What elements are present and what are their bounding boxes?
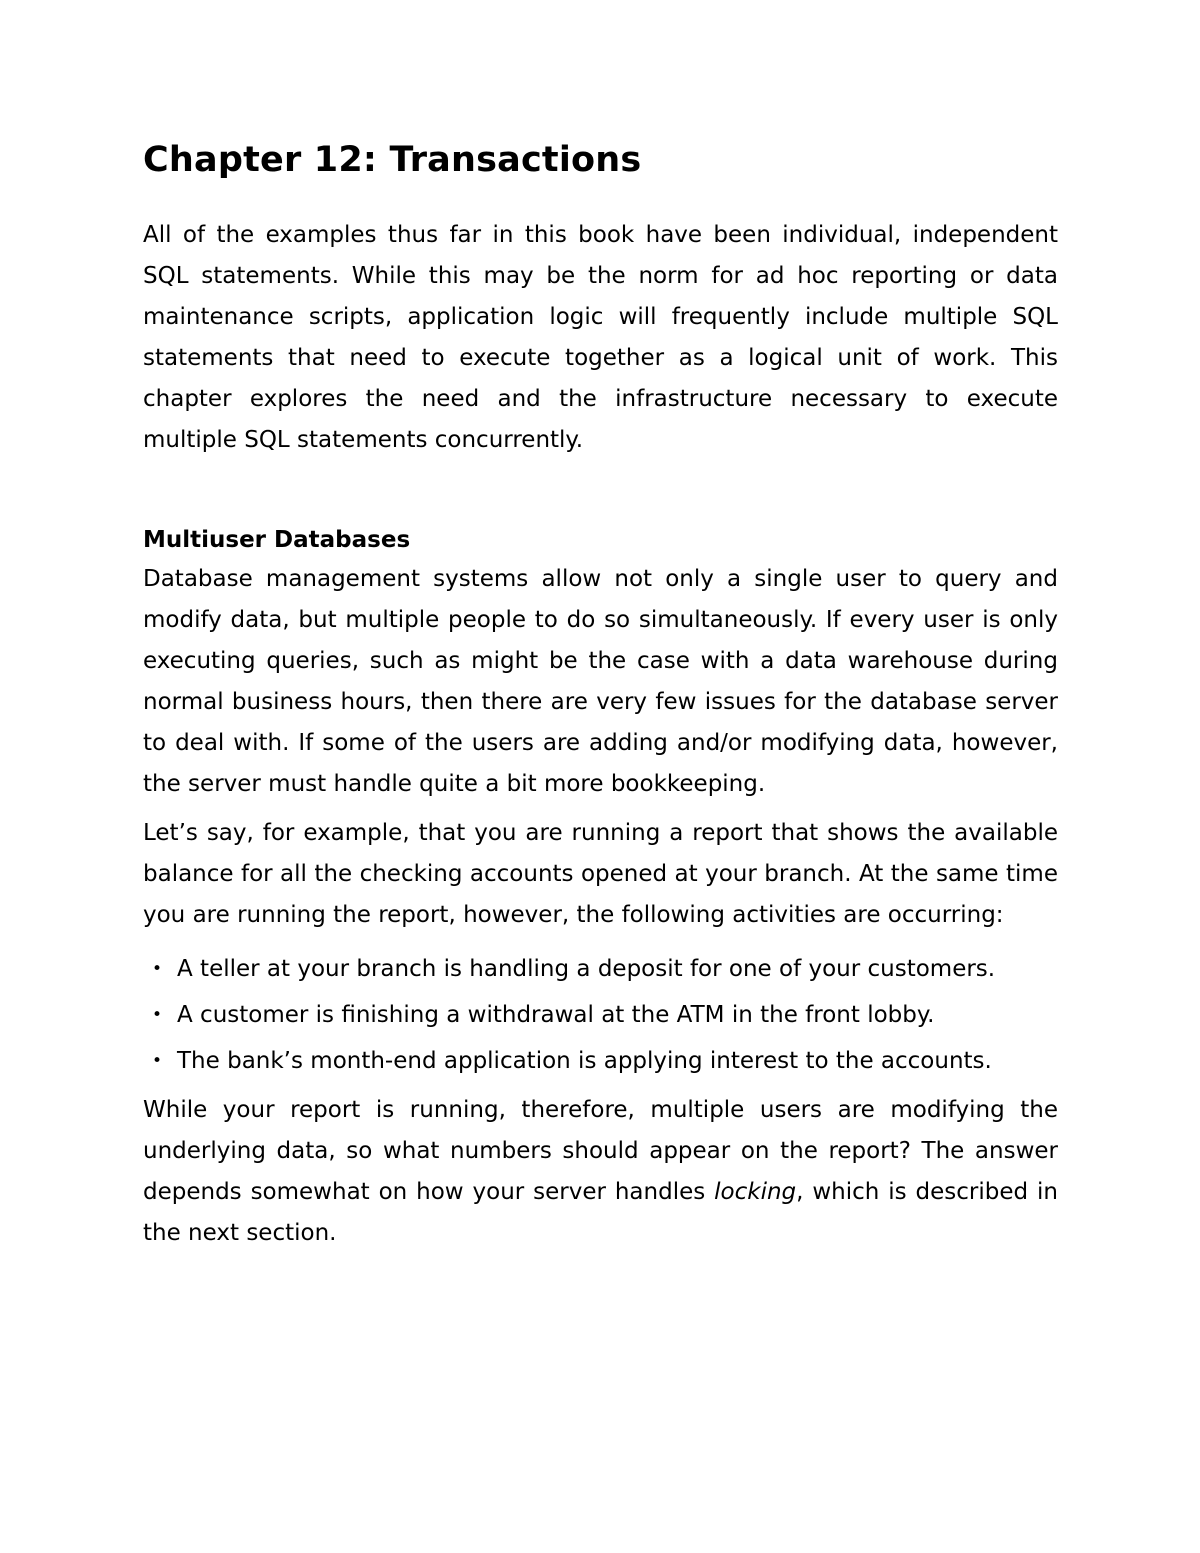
example-paragraph: Let’s say, for example, that you are running a report that shows the available balance for all the checking accounts opened at your branch. At the same time you are running the report, however, the following activities are occurring: bbox=[143, 820, 1058, 928]
locking-paragraph-start: While your report is running, therefore, multiple users are modifying the underlying data, so what numbers should appear on the report? The answer depends somewhat on how your server handles bbox=[143, 1097, 1058, 1205]
list-item: • A teller at your branch is handling a deposit for one of your customers. bbox=[143, 946, 1058, 992]
list-item: • A customer is finishing a withdrawal at the ATM in the front lobby. bbox=[143, 992, 1058, 1038]
multiuser-paragraph: Database management systems allow not only a single user to query and modify data, but multiple people to do so simultaneously. If every user is only executing queries, such as might be the case with a data warehouse during normal business hours, then there are very few issues for the database server to deal with. If some of the users are adding and/or modifying data, however, the server must handle quite a bit more bookkeeping. bbox=[143, 566, 1058, 797]
locking-term: locking bbox=[714, 1179, 797, 1205]
section-heading: Multiuser Databases bbox=[143, 527, 411, 553]
locking-paragraph-end: , which is described in the next section. bbox=[143, 1179, 1058, 1246]
locking-paragraph bbox=[143, 1090, 1058, 1254]
list-item: • The bank’s month-end application is applying interest to the accounts. bbox=[143, 1038, 1058, 1084]
activities-list bbox=[143, 946, 1058, 1084]
document-page bbox=[143, 136, 1058, 1254]
chapter-title: Chapter 12: Transactions bbox=[143, 140, 642, 180]
intro-paragraph: All of the examples thus far in this book have been individual, independent SQL statements. While this may be the norm for ad hoc reporting or data maintenance scripts, application logic will frequently include multiple SQL statements that need to execute together as a logical unit of work. This chapter explores the need and the infrastructure necessary to execute multiple SQL statements concurrently. bbox=[143, 222, 1058, 453]
